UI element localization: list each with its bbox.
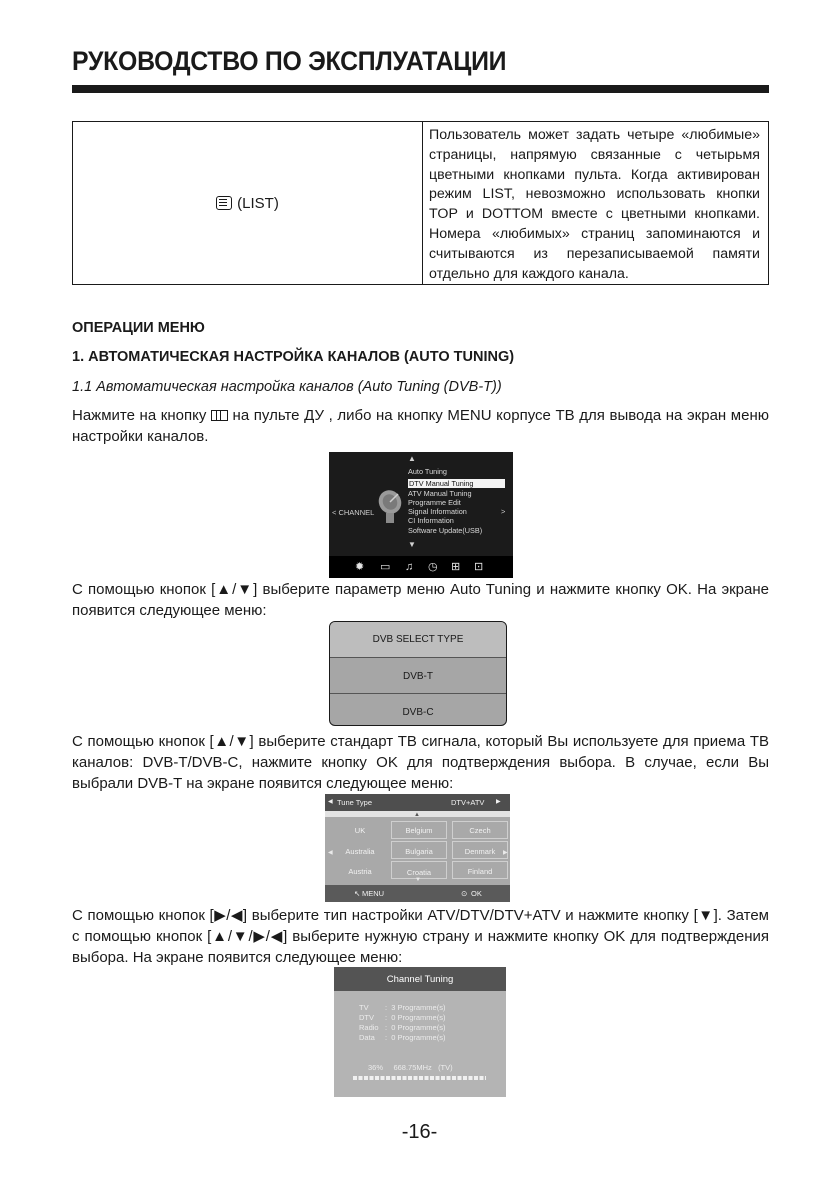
tuning-row-radio <box>359 1023 445 1032</box>
channel-menu-screenshot <box>329 452 513 578</box>
menu-right-arrow-icon: > <box>501 507 506 516</box>
channel-tuning-title: Channel Tuning <box>334 967 506 991</box>
country-uk: UK <box>354 826 366 835</box>
subsection-heading: 1. АВТОМАТИЧЕСКАЯ НАСТРОЙКА КАНАЛОВ (AUTO TUNING) <box>72 349 515 365</box>
tune-type-footer <box>325 885 510 902</box>
paragraph-1 <box>72 405 769 447</box>
tuning-mode: (TV) <box>438 1063 453 1072</box>
tuning-row-data <box>359 1033 445 1042</box>
country-austria: Austria <box>348 867 372 876</box>
list-icon <box>216 196 232 210</box>
tuning-value: 0 Programme(s) <box>391 1033 446 1042</box>
channel-tuning-screenshot <box>334 967 506 1097</box>
tune-type-header <box>325 794 510 811</box>
satellite-dish-icon <box>376 488 406 524</box>
tuning-label: DTV <box>359 1013 374 1022</box>
paragraph-2: С помощью кнопок [▲/▼] выберите параметр меню Auto Tuning и нажмите кнопку OK. На экране появится следующее меню: <box>72 581 769 619</box>
menu-item-atv-manual-tuning: ATV Manual Tuning <box>408 489 472 498</box>
country-bulgaria: Bulgaria <box>405 847 433 856</box>
list-key-table <box>72 121 769 285</box>
country-croatia: Croatia <box>406 868 432 877</box>
tuning-label: TV <box>359 1003 369 1012</box>
music-icon: ♫ <box>405 561 414 573</box>
dvb-select-screenshot <box>329 621 507 726</box>
title-divider <box>72 85 769 93</box>
menu-item-dtv-manual-tuning: DTV Manual Tuning <box>408 479 505 488</box>
list-key-cell <box>73 122 423 284</box>
menu-item-signal-information: Signal Information <box>408 507 467 516</box>
tune-type-label: Tune Type <box>337 798 373 807</box>
tuning-row-tv <box>359 1003 445 1012</box>
footer-ok-label: OK <box>471 889 482 898</box>
grid-left-arrow-icon: ◀ <box>328 850 333 856</box>
section-heading: ОПЕРАЦИИ МЕНЮ <box>72 320 205 336</box>
tuning-separator: : <box>385 1003 392 1012</box>
grid-down-arrow-icon: ▼ <box>415 877 421 883</box>
page-title: РУКОВОДСТВО ПО ЭКСПЛУАТАЦИИ <box>72 46 507 76</box>
country-denmark: Denmark <box>464 847 496 856</box>
footer-menu-label: MENU <box>362 889 385 898</box>
menu-item-software-update: Software Update(USB) <box>408 526 483 535</box>
paragraph-4: С помощью кнопок [▶/◀] выберите тип настройки ATV/DTV/DTV+ATV и нажмите кнопку [▼]. Затем с помощью кнопок [▲/▼/▶/◀] выберите нужную страну и нажмите кнопку OK для подтверждения выбора. На экране появится следующее меню: <box>72 907 769 966</box>
country-australia: Australia <box>345 847 375 856</box>
tv-icon: ▭ <box>380 561 391 573</box>
tuning-progress-bar <box>353 1076 486 1080</box>
tuning-percent: 36% <box>368 1063 384 1072</box>
tuning-label: Data <box>359 1033 375 1042</box>
tuning-separator: : <box>385 1033 392 1042</box>
grid-right-arrow-icon: ▶ <box>503 850 508 856</box>
country-czech: Czech <box>469 826 491 835</box>
tuning-row-dtv <box>359 1013 445 1022</box>
menu-key-icon <box>211 410 228 421</box>
grid-up-arrow-icon: ▲ <box>414 812 420 818</box>
list-key-label: (LIST) <box>237 194 279 212</box>
tuning-value: 0 Programme(s) <box>391 1023 446 1032</box>
tuning-separator: : <box>385 1023 392 1032</box>
back-arrow-icon: ↖ <box>354 889 361 898</box>
tune-right-arrow-icon: ▶ <box>496 799 501 805</box>
gear-icon: ✹ <box>355 561 365 573</box>
tune-type-screenshot <box>325 794 510 902</box>
channel-side-label: < CHANNEL <box>332 508 375 517</box>
tune-left-arrow-icon: ◀ <box>328 799 333 805</box>
ok-circle-icon: ⊙ <box>461 889 468 898</box>
tuning-label: Radio <box>359 1023 379 1032</box>
tune-type-value: DTV+ATV <box>451 798 485 807</box>
menu-up-arrow-icon: ▲ <box>408 454 416 463</box>
lock-icon: ⊡ <box>474 561 484 573</box>
tuning-value: 0 Programme(s) <box>391 1013 446 1022</box>
page-number: -16- <box>401 1121 438 1143</box>
tuning-separator: : <box>385 1013 392 1022</box>
menu-item-ci-information: CI Information <box>408 516 454 525</box>
grid-icon: ⊞ <box>451 561 461 573</box>
clock-icon: ◷ <box>428 561 438 573</box>
menu-icon-bar <box>329 556 513 578</box>
menu-item-programme-edit: Programme Edit <box>408 498 461 507</box>
subsubsection-heading: 1.1 Автоматическая настройка каналов (Auto Tuning (DVB-T)) <box>72 379 502 395</box>
paragraph-1-end: на пульте ДУ , либо на кнопку MENU корпусе ТВ для вывода на экран меню настройки каналов. <box>72 407 769 445</box>
paragraph-1-start: Нажмите на кнопку <box>72 407 207 424</box>
dvb-select-title: DVB SELECT TYPE <box>330 622 506 658</box>
list-key-description: Пользователь может задать четыре «любимые» страницы, напрямую связанные с четырьмя цветными кнопками пульта. Когда активирован режим LIST, невозможно использовать кнопки TOP и DOTTOM вместе с цветными кнопками. Номера «любимых» страниц запоминаются и считываются из перезаписываемой памяти отдельно для каждого канала. <box>429 127 760 282</box>
dvb-option-c: DVB-C <box>402 707 434 718</box>
country-belgium: Belgium <box>405 826 433 835</box>
country-finland: Finland <box>467 867 493 876</box>
tuning-status <box>368 1063 453 1072</box>
menu-item-auto-tuning: Auto Tuning <box>408 467 447 476</box>
paragraph-3: С помощью кнопок [▲/▼] выберите стандарт ТВ сигнала, который Вы используете для приема ТВ каналов: DVB-T/DVB-C, нажмите кнопку OK для подтверждения выбора. В случае, если Вы выбрали DVB-T на экране появится следующее меню: <box>72 733 769 792</box>
menu-down-arrow-icon: ▼ <box>408 540 416 549</box>
tuning-value: 3 Programme(s) <box>391 1003 446 1012</box>
dvb-option-t: DVB-T <box>330 657 506 694</box>
tuning-frequency: 668.75MHz <box>393 1063 432 1072</box>
